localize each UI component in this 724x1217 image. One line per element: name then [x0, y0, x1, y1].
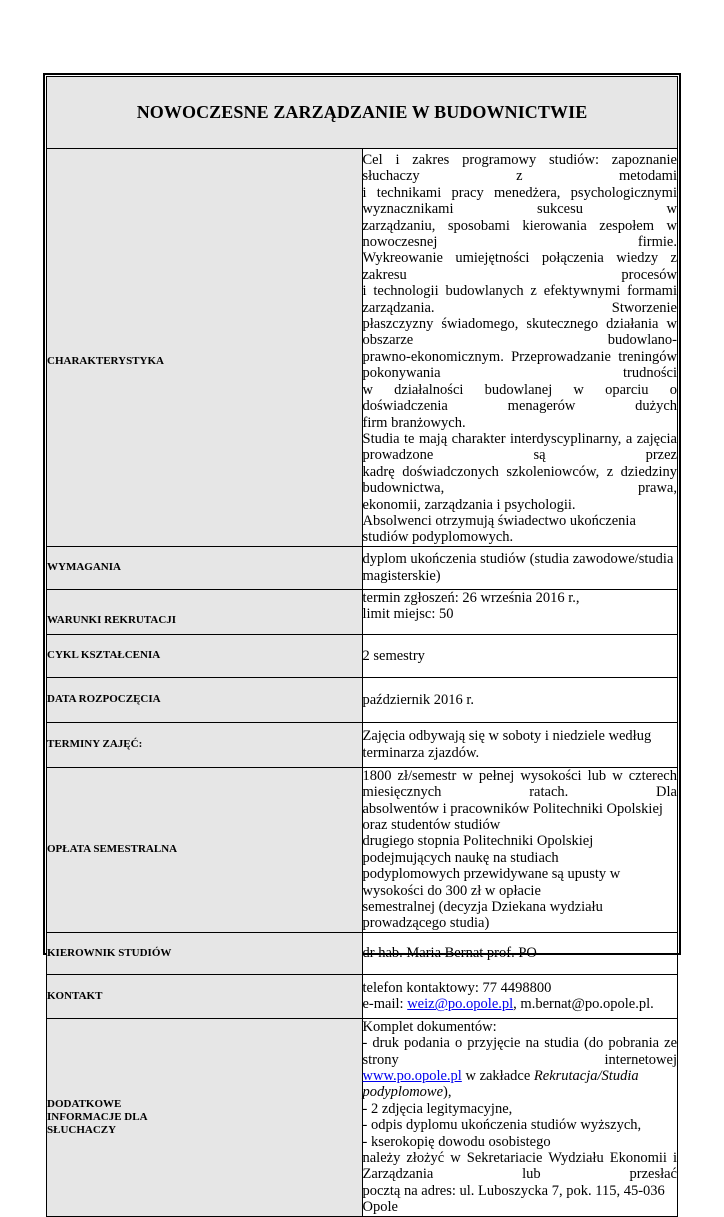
program-info-table	[46, 76, 678, 1217]
text-line: prawno-ekonomicznym. Przeprowadzanie treningów pokonywania trudności	[362, 348, 677, 382]
value-terminy-zajec: Zajęcia odbywają się w soboty i niedziele według terminarza zjazdów.	[362, 722, 678, 767]
text-line: płaszczyzny świadomego, skutecznego działania w obszarze budowlano-	[362, 316, 677, 349]
text-line: Absolwenci otrzymują świadectwo ukończenia studiów podyplomowych.	[362, 512, 636, 546]
row-charakterystyka	[47, 149, 678, 547]
text-line: pocztą na adres: ul. Luboszycka 7, pok. 115, 45-036 Opole	[362, 1182, 665, 1216]
phone-text: telefon kontaktowy: 77 4498800	[362, 979, 552, 996]
label-charakterystyka: CHARAKTERYSTYKA	[47, 149, 363, 547]
text-line: i technikami pracy menedżera, psychologicznymi wyznacznikami sukcesu w	[362, 184, 677, 218]
label-cykl-ksztalcenia: CYKL KSZTAŁCENIA	[47, 634, 363, 677]
link-end-text: ),	[443, 1084, 452, 1101]
row-warunki-rekrutacji	[47, 589, 678, 634]
value-cykl-ksztalcenia: 2 semestry	[362, 634, 678, 677]
row-oplata-semestralna	[47, 767, 678, 932]
text-line: - 2 zdjęcia legitymacyjne,	[362, 1100, 513, 1117]
value-warunki-rekrutacji	[362, 589, 678, 634]
email-link[interactable]: weiz@po.opole.pl	[407, 996, 514, 1013]
title-row	[47, 77, 678, 149]
row-dodatkowe-informacje	[47, 1018, 678, 1216]
label-warunki-rekrutacji: WARUNKI REKRUTACJI	[47, 589, 363, 634]
label-oplata-semestralna: OPŁATA SEMESTRALNA	[47, 767, 363, 932]
text-line: kadrę doświadczonych szkoleniowców, z dziedziny budownictwa, prawa,	[362, 463, 677, 497]
label-terminy-zajec: TERMINY ZAJĘĆ:	[47, 722, 363, 767]
title-cell	[47, 77, 678, 149]
email-line	[363, 996, 678, 1012]
text-line: podyplomowych przewidywane są upusty w wysokości do 300 zł w opłacie	[362, 866, 621, 899]
text-line: należy złożyć w Sekretariacie Wydziału Ekonomii i Zarządzania lub przesłać	[362, 1150, 677, 1183]
value-kontakt	[362, 974, 678, 1018]
value-dodatkowe-informacje	[362, 1018, 678, 1216]
value-wymagania: dyplom ukończenia studiów (studia zawodowe/studia magisterskie)	[362, 546, 678, 589]
email-suffix: , m.bernat@po.opole.pl.	[513, 996, 654, 1013]
page-title: NOWOCZESNE ZARZĄDZANIE W BUDOWNICTWIE	[136, 102, 588, 122]
text-line: 1800 zł/semestr w pełnej wysokości lub w czterech miesięcznych ratach. Dla	[362, 767, 677, 801]
text-line: limit miejsc: 50	[362, 606, 454, 623]
row-data-rozpoczecia	[47, 677, 678, 722]
text-line: - kserokopię dowodu osobistego	[362, 1133, 551, 1150]
text-line: i technologii budowlanych z efektywnymi formami zarządzania. Stworzenie	[362, 283, 677, 316]
text-line: absolwentów i pracowników Politechniki Opolskiej oraz studentów studiów	[362, 800, 663, 833]
row-kierownik-studiow	[47, 932, 678, 974]
value-charakterystyka	[362, 149, 678, 547]
label-kierownik-studiow: KIEROWNIK STUDIÓW	[47, 932, 363, 974]
label-line: SŁUCHACZY	[47, 1123, 117, 1136]
email-prefix: e-mail:	[362, 996, 408, 1013]
text-line: termin zgłoszeń: 26 września 2016 r.,	[362, 589, 580, 606]
value-oplata-semestralna	[362, 767, 678, 932]
text-line: ekonomii, zarządzania i psychologii.	[362, 496, 576, 513]
label-kontakt: KONTAKT	[47, 974, 363, 1018]
text-line: semestralnej (decyzja Dziekana wydziału prowadzącego studia)	[362, 899, 603, 932]
text-line: drugiego stopnia Politechniki Opolskiej podejmujących naukę na studiach	[362, 833, 594, 866]
website-link[interactable]: www.po.opole.pl	[362, 1068, 462, 1085]
value-kierownik-studiow: dr hab. Maria Bernat prof. PO	[362, 932, 678, 974]
row-cykl-ksztalcenia	[47, 634, 678, 677]
text-line: w działalności budowlanej w oparciu o doświadczenia menagerów dużych	[362, 381, 677, 415]
text-line: Wykreowanie umiejętności połączenia wiedzy z zakresu procesów	[362, 250, 677, 283]
text-line: - druk podania o przyjęcie na studia (do pobrania ze strony internetowej	[362, 1035, 677, 1068]
label-data-rozpoczecia: DATA ROZPOCZĘCIA	[47, 677, 363, 722]
label-line: DODATKOWE	[47, 1097, 122, 1110]
row-wymagania	[47, 546, 678, 589]
value-data-rozpoczecia: październik 2016 r.	[362, 677, 678, 722]
text-line: Studia te mają charakter interdyscyplinarny, a zajęcia prowadzone są przez	[362, 430, 677, 464]
text-line: - odpis dyplomu ukończenia studiów wyższych,	[362, 1117, 642, 1134]
label-wymagania: WYMAGANIA	[47, 546, 363, 589]
link-section-text: Rekrutacja/Studia podyplomowe	[362, 1068, 639, 1101]
text-line: zarządzaniu, sposobami kierowania zespołem w nowoczesnej firmie.	[362, 217, 677, 251]
row-terminy-zajec	[47, 722, 678, 767]
row-kontakt	[47, 974, 678, 1018]
text-line: Komplet dokumentów:	[362, 1018, 497, 1035]
label-dodatkowe-informacje	[47, 1018, 363, 1216]
text-line	[363, 1068, 678, 1101]
label-line: INFORMACJE DLA	[47, 1110, 148, 1123]
text-line: Cel i zakres programowy studiów: zapoznanie słuchaczy z metodami	[362, 152, 677, 185]
text-line: firm branżowych.	[362, 414, 466, 431]
link-after-text: w zakładce	[461, 1068, 534, 1085]
